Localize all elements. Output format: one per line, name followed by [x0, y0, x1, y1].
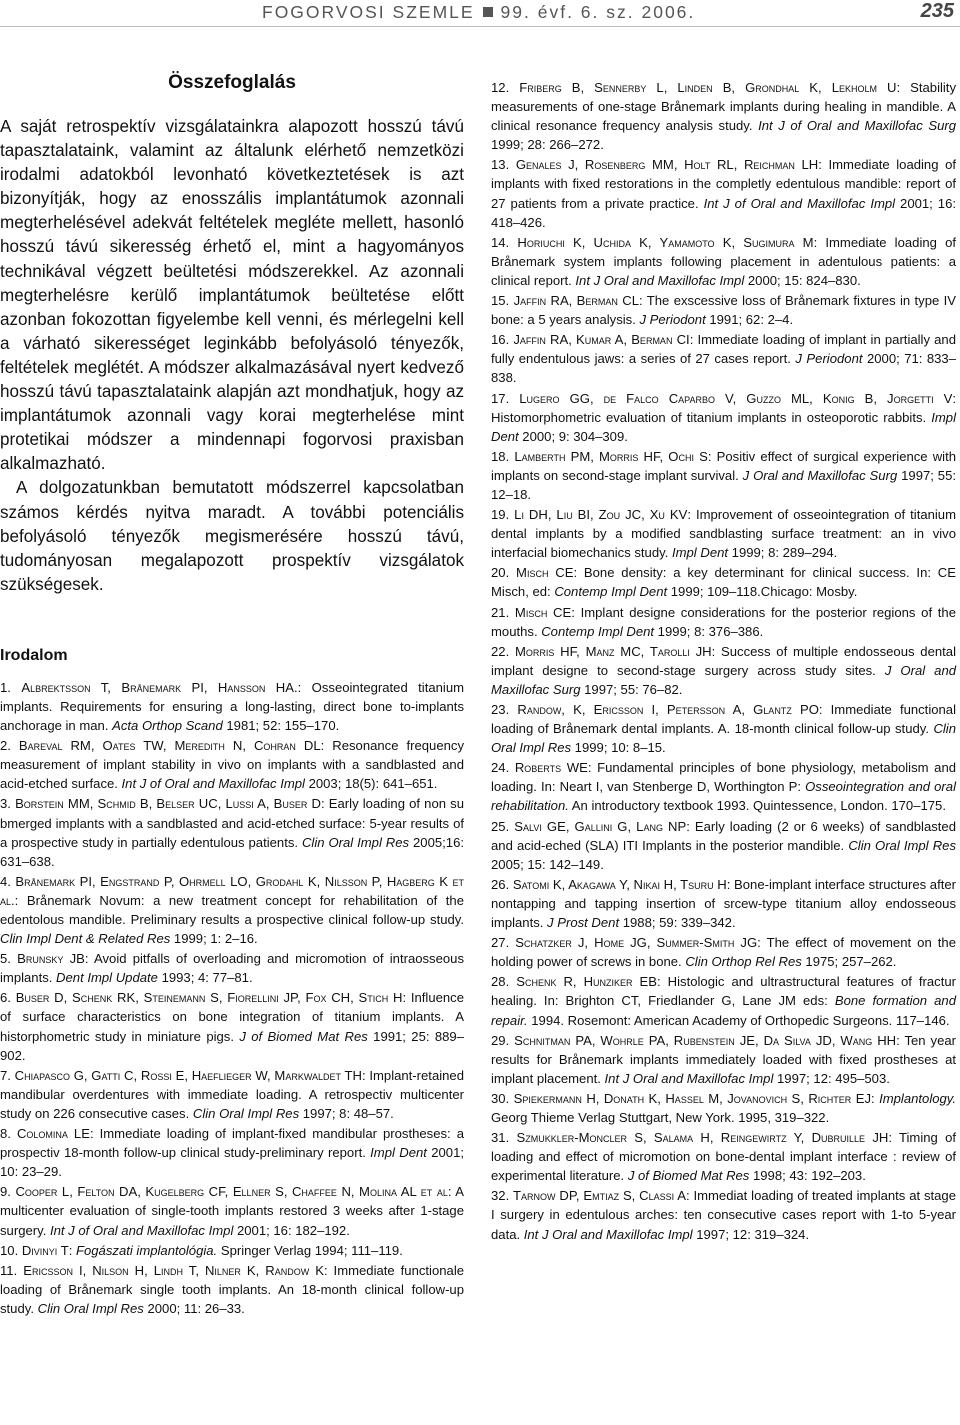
- reference-title: :: [871, 1090, 880, 1106]
- reference-item: [491, 505, 956, 562]
- reference-number: 7.: [0, 1067, 11, 1083]
- reference-authors: Genales J, Rosenberg MM, Holt RL, Reichman LH: [515, 157, 819, 173]
- reference-authors: Friberg B, Sennerby L, Linden B, Grondhal K, Lekholm U: [519, 80, 897, 95]
- reference-source: Impl Dent: [370, 1145, 427, 1161]
- reference-item: [0, 1261, 464, 1318]
- reference-source: Clin Oral Impl Res: [37, 1300, 144, 1316]
- reference-source: Implantology.: [879, 1090, 956, 1106]
- reference-details: Georg Thieme Verlag Stuttgart, New York. 1995, 319–322.: [491, 1109, 830, 1125]
- reference-number: 24.: [491, 760, 510, 776]
- reference-source: Clin Oral Impl Res: [301, 834, 410, 850]
- reference-title: : Avoid pitfalls of overloading and micromotion of intraosseous implants.: [0, 951, 464, 986]
- reference-title: : Implant designe considerations for the posterior regions of the mouths.: [491, 604, 956, 639]
- reference-authors: Schnitman PA, Wohrle PA, Rubenstein JE, Da Silva JD, Wang HH: [514, 1032, 897, 1048]
- reference-number: 22.: [491, 643, 510, 659]
- reference-number: 10.: [0, 1242, 19, 1258]
- reference-item: [491, 875, 956, 932]
- reference-source: Int J of Oral and Maxillofac Impl: [121, 776, 305, 792]
- reference-source: J of Biomed Mat Res: [239, 1028, 368, 1044]
- reference-source: Int J of Oral and Maxillofac Impl: [703, 195, 896, 211]
- reference-number: 14.: [491, 234, 510, 250]
- reference-details: 1997; 8: 48–57.: [299, 1105, 394, 1121]
- reference-authors: Brånemark PI, Engstrand P, Ohrmell LO, Grodahl K, Nilsson P, Hagberg K et al.: [0, 873, 464, 908]
- reference-details: 2000; 71: 833–838.: [491, 351, 956, 386]
- reference-authors: Jaffin RA, Kumar A, Berman CI: [513, 332, 690, 348]
- reference-item: [491, 1031, 956, 1088]
- reference-item: [491, 78, 956, 154]
- reference-details: 1975; 257–262.: [801, 954, 897, 970]
- reference-source: J Oral and Maxillofac Surg: [491, 662, 957, 697]
- reference-title: : Immediate loading of implant-fixed mandibular prostheses: a prospectiv 18-month follow-up clinical study-preliminary report.: [0, 1126, 464, 1161]
- reference-title: : Histologic and ultrastructural features of fractur healing. In: Brighton CT, Friedlander G, Lane JM eds:: [491, 974, 956, 1009]
- reference-details: 2000; 11: 26–33.: [143, 1300, 245, 1316]
- reference-title: : The effect of movement on the holding power of screws in bone.: [491, 935, 956, 970]
- reference-details: 1994. Rosemont: American Academy of Orthopedic Surgeons. 117–146.: [527, 1012, 950, 1028]
- reference-details: 2001; 10: 23–29.: [0, 1145, 464, 1180]
- reference-details: 1997; 12: 495–503.: [773, 1070, 890, 1086]
- reference-item: [0, 949, 464, 987]
- reference-title: : Positiv effect of surgical experience with implants on second-stage implant survival.: [491, 448, 957, 483]
- reference-number: 32.: [491, 1188, 510, 1204]
- reference-number: 12.: [491, 80, 510, 95]
- reference-details: 1997; 12: 319–324.: [692, 1226, 810, 1242]
- reference-number: 1.: [0, 679, 11, 695]
- reference-details: 1999; 8: 376–386.: [654, 623, 764, 639]
- reference-title: : Ten year results for Brånemark implants immediately loaded with fixed prostheses at implant placement.: [491, 1032, 956, 1086]
- reference-source: J of Biomed Mat Res: [627, 1168, 750, 1184]
- reference-number: 8.: [0, 1126, 11, 1142]
- reference-authors: Tarnow DP, Emtiaz S, Classi A: [513, 1188, 686, 1204]
- reference-title: : Immediate loading of implant in partially and fully endentulous jaws: a series of 27 cases report.: [491, 332, 956, 367]
- reference-title: : Immediate functionale loading of Brånemark single tooth implants. An 18-month clinical follow-up study.: [0, 1262, 465, 1316]
- reference-details: 2005; 15: 142–149.: [491, 856, 604, 872]
- reference-source: Int J of Oral and Maxillofac Surg: [758, 118, 956, 134]
- reference-details: 2001; 16: 182–192.: [233, 1222, 350, 1238]
- reference-source: Int J of Oral and Maxillofac Impl: [49, 1222, 234, 1238]
- reference-details: 1997; 55: 12–18.: [491, 467, 956, 502]
- reference-item: [491, 155, 956, 231]
- left-column: [0, 72, 464, 1319]
- summary-title: Összefoglalás: [168, 72, 296, 93]
- references-list-left: [0, 678, 464, 1318]
- reference-title: : Immediate loading of Brånemark system implants following placement in adentulous patients: a clinical report.: [491, 234, 957, 288]
- reference-source: Contemp Impl Dent: [554, 584, 668, 600]
- reference-authors: Lugero GG, de Falco Caparbo V, Guzzo ML, Konig B, Jorgetti V: [519, 390, 953, 406]
- references-list-right: [491, 78, 956, 1244]
- reference-item: [491, 291, 956, 329]
- reference-authors: Borstein MM, Schmid B, Belser UC, Lussi A, Buser D: [15, 796, 322, 812]
- reference-item: [0, 872, 464, 948]
- reference-source: Int J Oral and Maxillofac Impl: [523, 1226, 693, 1242]
- reference-number: 11.: [0, 1262, 18, 1278]
- reference-number: 15.: [491, 293, 510, 309]
- reference-item: [0, 988, 464, 1064]
- summary-paragraph: A dolgozatunkban bemutatott módszerrel kapcsolatban számos kérdés nyitva maradt. A további potenciális befolyásoló tényezők megismerésére hosszú távú, tudományosan megalapozott prospektív vizsgálatok szükségesek.: [0, 478, 464, 594]
- reference-details: 1997; 55: 76–82.: [580, 681, 683, 697]
- reference-source: J Periodont: [639, 312, 706, 328]
- reference-details: 1998; 43: 192–203.: [749, 1168, 866, 1184]
- reference-number: 6.: [0, 990, 11, 1006]
- reference-source: Clin Oral Impl Res: [192, 1105, 300, 1121]
- reference-item: [0, 1182, 464, 1239]
- reference-source: Int J Oral and Maxillofac Impl: [604, 1070, 774, 1086]
- reference-details: 2000; 9: 304–309.: [518, 428, 628, 444]
- reference-authors: Schenk R, Hunziker EB: [516, 974, 658, 990]
- reference-title: : Improvement of osseointegration of titanium dental implants by a modified sandblasting surface treatment: an in vivo interfacial biomechanics study.: [491, 507, 957, 561]
- reference-number: 29.: [491, 1032, 510, 1048]
- reference-item: [491, 447, 956, 504]
- reference-details: 1988; 59: 339–342.: [619, 915, 736, 931]
- reference-authors: Jaffin RA, Berman CL: [513, 293, 640, 309]
- reference-number: 31.: [491, 1130, 510, 1146]
- reference-title: : Stability measurements of one-stage Brånemark implants during healing in mandible. A clinical resonance frequency analysis study.: [491, 80, 956, 134]
- reference-item: [491, 563, 956, 601]
- reference-number: 17.: [491, 390, 510, 406]
- reference-title: : Early loading (2 or 6 weeks) of sandblasted and acid-eched (SLA) ITI Implants in the posterior mandible.: [491, 818, 956, 853]
- reference-authors: Salvi GE, Gallini G, Lang NP: [514, 818, 687, 834]
- reference-title: : Bone-implant interface structures after nontapping and tapping insertion of srcew-type titanium alloy endosseous implants.: [491, 876, 957, 931]
- reference-details: 1981; 52: 155–170.: [222, 718, 340, 734]
- reference-item: [0, 794, 464, 870]
- reference-title: : Influence of surface characteristics on bone integration of titanium implants. A historphometric study in miniature pigs.: [0, 990, 465, 1044]
- reference-number: 21.: [491, 604, 510, 620]
- reference-number: 9.: [0, 1184, 11, 1200]
- reference-item: [491, 933, 956, 971]
- page-number: 235: [920, 0, 954, 22]
- reference-title: : Brånemark Novum: a new treatment concept for rehabilitation of the edentolous mandible. Preliminary results a prospective clinical follow-up study.: [0, 892, 464, 927]
- reference-source: Impl Dent: [491, 409, 956, 444]
- reference-authors: Szmukkler-Moncler S, Salama H, Reingewirtz Y, Dubruille JH: [516, 1130, 889, 1146]
- reference-title: : Success of multiple endosseous dental implant designe to second-stage surgery across study sites.: [491, 643, 956, 678]
- reference-source: Clin Oral Impl Res: [491, 721, 956, 756]
- reference-authors: Randow, K, Ericsson I, Petersson A, Glantz PO: [517, 702, 819, 717]
- reference-title: : Resonance frequency measurement of implant stability in vivo on implants with a sandblasted and acid-etched surface.: [0, 738, 464, 792]
- reference-details: 2001; 16: 418–426.: [491, 195, 956, 230]
- running-header: [0, 0, 960, 27]
- reference-authors: Horiuchi K, Uchida K, Yamamoto K, Sugimura M: [517, 234, 814, 250]
- reference-item: [0, 678, 464, 735]
- reference-number: 28.: [491, 974, 510, 990]
- reference-details: 1999; 10: 8–15.: [571, 740, 666, 756]
- reference-number: 27.: [491, 935, 510, 951]
- references-title: Irodalom: [0, 646, 68, 664]
- reference-item: [0, 1241, 464, 1260]
- summary-paragraph: A saját retrospektív vizsgálatainkra alapozott hosszú távú tapasztalataink, valamint az általunk elérhető nemzetközi irodalmi adatokból levonható következtetések is azt bizonyítják, hogy az enosszális implantátumok azonnali megterhelésével adekvát feltételek megléte mellett, hasonló hosszú távú sikeresség érhető el, mint a hagyományos technikával végzett beültetési módszerekkel. Az azonnali megterhelésre kerülő implantátumok beültetése előtt azonban fokozottan figyelembe kell venni, és mérlegelni kell a várható sikerességet leginkább befolyásoló tényezők, feltételek meglétét. A módszer alkalmazásával nyert kedvező hosszú távú tapasztalataink alapján azt mondhatjuk, hogy az implantátumok azonnali vagy korai megterhelése mint protetikai módszer a mindennapi fogorvosi praxisban alkalmazható.: [0, 117, 464, 474]
- reference-item: [491, 389, 956, 446]
- reference-details: 2005;16: 631–638.: [0, 834, 464, 869]
- reference-source: Clin Oral Impl Res: [848, 837, 957, 853]
- journal-issue: 99. évf. 6. sz. 2006.: [500, 2, 696, 22]
- reference-title: : Immediate loading of implants with fixed restorations in the completly edentulous mandible: report of 27 patients from a private practice.: [491, 157, 957, 211]
- reference-authors: Buser D, Schenk RK, Steinemann S, Fiorellini JP, Fox CH, Stich H: [15, 990, 403, 1006]
- reference-title: : Timing of loading and effect of micromotion on bone-dental implant interface : review of experimental literature.: [491, 1130, 956, 1184]
- reference-item: [0, 1124, 464, 1181]
- reference-details: 1999; 8: 289–294.: [728, 545, 838, 561]
- reference-source: Bone formation and repair.: [491, 993, 956, 1028]
- reference-source: Clin Impl Dent & Related Res: [0, 931, 171, 947]
- right-column: [491, 78, 956, 1245]
- reference-source: J Oral and Maxillofac Surg: [742, 467, 898, 483]
- reference-details: 1999; 28: 266–272.: [491, 137, 604, 153]
- reference-authors: Misch CE: [514, 604, 572, 620]
- reference-title: : Immediate functional loading of Brånemark dental implants. A. 18-month clinical follow-up study.: [491, 702, 956, 737]
- reference-title: : Early loading of non su bmerged implants with a sandblasted and acid-etched surface: 5-year results of a prospective study in partially edentulous patients.: [0, 796, 464, 850]
- reference-item: [491, 1089, 956, 1127]
- reference-authors: Cooper L, Felton DA, Kugelberg CF, Ellner S, Chaffee N, Molina AL et al: [15, 1184, 448, 1200]
- reference-authors: Misch CE: [516, 565, 574, 581]
- reference-item: [0, 736, 464, 793]
- reference-source: Acta Orthop Scand: [112, 718, 223, 734]
- reference-item: [491, 330, 956, 387]
- reference-item: [491, 972, 956, 1029]
- reference-authors: Colomina LE: [16, 1126, 90, 1142]
- reference-details: 1999; 1: 2–16.: [170, 931, 258, 947]
- reference-authors: Lamberth PM, Morris HF, Ochi S: [514, 448, 708, 464]
- reference-authors: Chiapasco G, Gatti C, Rossi E, Haeflieger W, Markwaldet TH: [14, 1067, 362, 1083]
- reference-title: : Osseointegrated titanium implants. Requirements for ensuring a long-lasting, direct bone to-implants anchorage in man.: [0, 679, 465, 734]
- reference-title: : The exscessive loss of Brånemark fixtures in type IV bone: a 5 years analysis.: [491, 293, 957, 328]
- reference-source: Fogászati implantológia.: [76, 1242, 218, 1258]
- reference-item: [491, 1186, 956, 1243]
- reference-title: : Implant-retained mandibular overdentures with immediate loading. A retrospectiv multicenter study on 226 consecutive cases.: [0, 1067, 464, 1121]
- reference-number: 20.: [491, 565, 510, 581]
- reference-source: J Periodont: [795, 351, 863, 367]
- reference-source: Int J Oral and Maxillofac Impl: [575, 272, 745, 288]
- square-bullet-icon: [483, 7, 493, 17]
- reference-details: 2000; 15: 824–830.: [744, 272, 861, 288]
- reference-item: [491, 642, 956, 699]
- journal-name: FOGORVOSI SZEMLE: [262, 2, 475, 22]
- reference-details: Springer Verlag 1994; 111–119.: [217, 1242, 403, 1258]
- reference-source: Impl Dent: [671, 545, 729, 561]
- reference-source: Dent Impl Update: [56, 970, 158, 986]
- journal-header: [262, 2, 695, 23]
- reference-details: 1991; 25: 889–902.: [0, 1028, 464, 1063]
- reference-authors: Schatzker J, Home JG, Summer-Smith JG: [515, 935, 758, 951]
- reference-details: 1991; 62: 2–4.: [705, 312, 794, 328]
- reference-title: : Bone density: a key determinant for clinical success. In: CE Misch, ed:: [491, 565, 956, 600]
- reference-authors: Spiekermann H, Donath K, Hassel M, Jovanovich S, Richter EJ: [513, 1090, 872, 1106]
- reference-title: : A multicenter evaluation of single-tooth implants restored 3 weeks after 1-stage surgery.: [0, 1184, 465, 1238]
- reference-item: [491, 603, 956, 641]
- reference-number: 18.: [491, 448, 510, 464]
- reference-number: 30.: [491, 1090, 510, 1106]
- reference-details: An introductory textbook 1993. Quintessence, London. 170–175.: [568, 798, 946, 814]
- reference-number: 4.: [0, 873, 11, 889]
- reference-number: 23.: [491, 702, 510, 717]
- reference-authors: Satomi K, Akagawa Y, Nikai H, Tsuru H: [512, 876, 727, 892]
- reference-details: 1993; 4: 77–81.: [157, 970, 253, 986]
- reference-number: 19.: [491, 507, 510, 523]
- reference-item: [491, 233, 956, 290]
- summary-body: [0, 115, 464, 597]
- reference-details: 1999; 109–118.Chicago: Mosby.: [667, 584, 858, 600]
- reference-details: 2003; 18(5): 641–651.: [304, 776, 438, 792]
- reference-authors: Morris HF, Manz MC, Tarolli JH: [514, 643, 712, 659]
- reference-authors: Albrektsson T, Brånemark PI, Hansson HA.: [21, 679, 298, 695]
- reference-number: 25.: [491, 818, 510, 834]
- reference-authors: Li DH, Liu BI, Zou JC, Xu KV: [514, 507, 688, 523]
- reference-source: J Prost Dent: [547, 915, 620, 931]
- reference-authors: Divinyi T: [21, 1242, 69, 1258]
- reference-number: 26.: [491, 876, 510, 892]
- reference-source: Osseointegration and oral rehabilitation.: [491, 779, 956, 814]
- reference-authors: Brunsky JB: [17, 951, 85, 967]
- reference-item: [491, 700, 956, 757]
- reference-authors: Ericsson I, Nilson H, Lindh T, Nilner K, Randow K: [23, 1262, 324, 1278]
- reference-title: : Fundamental principles of bone physiology, metabolism and loading. In: Neart I, van Stenberge D, Worthington P:: [491, 760, 957, 795]
- reference-source: Clin Orthop Rel Res: [685, 954, 802, 970]
- reference-title: : Immediat loading of treated implants at stage I surgery in edentulous arches: ten consecutive cases report with 1-to 5-year data.: [491, 1188, 956, 1242]
- reference-title: : Histomorphometric evaluation of titanium implants in osteoporotic rabbits.: [491, 390, 956, 425]
- reference-item: [491, 1128, 956, 1185]
- reference-authors: Roberts WE: [514, 760, 588, 776]
- reference-title: :: [68, 1242, 76, 1258]
- reference-source: Contemp Impl Dent: [541, 623, 655, 639]
- reference-authors: Bareval RM, Oates TW, Meredith N, Cohran DL: [18, 738, 321, 754]
- reference-item: [491, 817, 956, 874]
- reference-number: 5.: [0, 951, 11, 967]
- reference-number: 2.: [0, 738, 11, 754]
- reference-number: 13.: [491, 157, 510, 173]
- reference-item: [491, 758, 956, 815]
- reference-number: 3.: [0, 796, 11, 812]
- reference-number: 16.: [491, 332, 510, 348]
- reference-item: [0, 1066, 464, 1123]
